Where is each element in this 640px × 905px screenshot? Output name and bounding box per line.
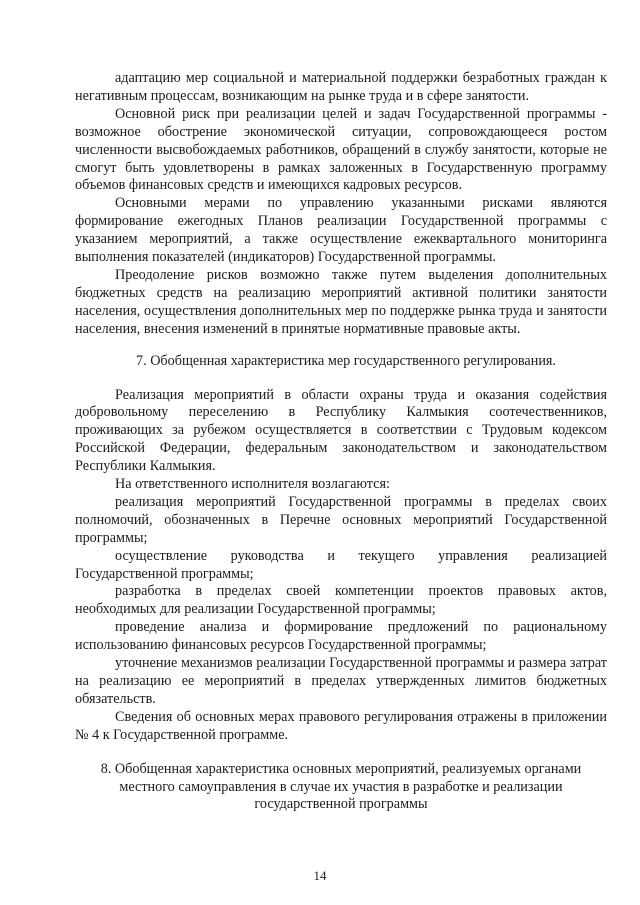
paragraph-risk-adaptation: адаптацию мер социальной и материальной поддержки безработных граждан к негативным процессам, возникающим на рынке труда и в сфере занятости. — [75, 70, 607, 104]
document-body — [75, 70, 607, 814]
section-8-heading-line: местного самоуправления в случае их участия в разработке и реализации — [119, 778, 563, 795]
paragraph-risk-measures: Основными мерами по управлению указанными рисками являются формирование ежегодных Планов реализации Государственной программы с указанием мероприятий, а также осуществление ежеквартального мониторинга выполнения показателей (индикаторов) Государственной программы. — [75, 195, 607, 266]
list-item-analysis: проведение анализа и формирование предложений по рациональному использованию финансовых ресурсов Государственной программы; — [75, 619, 607, 654]
section-7-heading: 7. Обобщенная характеристика мер государственного регулирования. — [136, 352, 556, 369]
list-item-management: осуществление руководства и текущего управления реализацией Государственной программы; — [75, 547, 607, 582]
paragraph-legal-basis: Реализация мероприятий в области охраны труда и оказания содействия добровольному переселению в Республику Калмыкия соотечественников, проживающих за рубежом осуществляется в соответствии с Трудовым кодексом Российской Федерации, федеральным законодательством и законодательством Республики Калмыкия. — [75, 386, 607, 475]
paragraph-risk-overcoming: Преодоление рисков возможно также путем выделения дополнительных бюджетных средств на реализацию мероприятий активной политики занятости населения, осуществления дополнительных мер по поддержке рынка труда и занятости населения, внесения изменений в принятые нормативные правовые акты. — [75, 266, 607, 337]
section-8-heading-line: 8. Обобщенная характеристика основных мероприятий, реализуемых органами — [100, 760, 582, 777]
list-item-legal-drafts: разработка в пределах своей компетенции проектов правовых актов, необходимых для реализации Государственной программы; — [75, 583, 607, 618]
section-8-heading — [75, 761, 607, 815]
paragraph-appendix-reference: Сведения об основных мерах правового регулирования отражены в приложении № 4 к Государственной программе. — [75, 708, 607, 743]
paragraph-responsibilities-intro: На ответственного исполнителя возлагаются: — [115, 476, 390, 493]
list-item-mechanisms: уточнение механизмов реализации Государственной программы и размера затрат на реализацию ее мероприятий в пределах утвержденных лимитов бюджетных обязательств. — [75, 655, 607, 707]
section-8-heading-line: государственной программы — [254, 796, 428, 813]
paragraph-main-risk: Основной риск при реализации целей и задач Государственной программы - возможное обострение экономической ситуации, сопровождающееся ростом численности высвобождаемых работников, обращений в службу занятости, которые не смогут быть удовлетворены в рамках заложенных в Государственную программу объемов финансовых средств и имеющихся кадровых ресурсов. — [75, 105, 607, 194]
page-number: 14 — [313, 868, 327, 883]
list-item-implementation: реализация мероприятий Государственной программы в пределах своих полномочий, обозначенных в Перечне основных мероприятий Государственной программы; — [75, 493, 607, 546]
